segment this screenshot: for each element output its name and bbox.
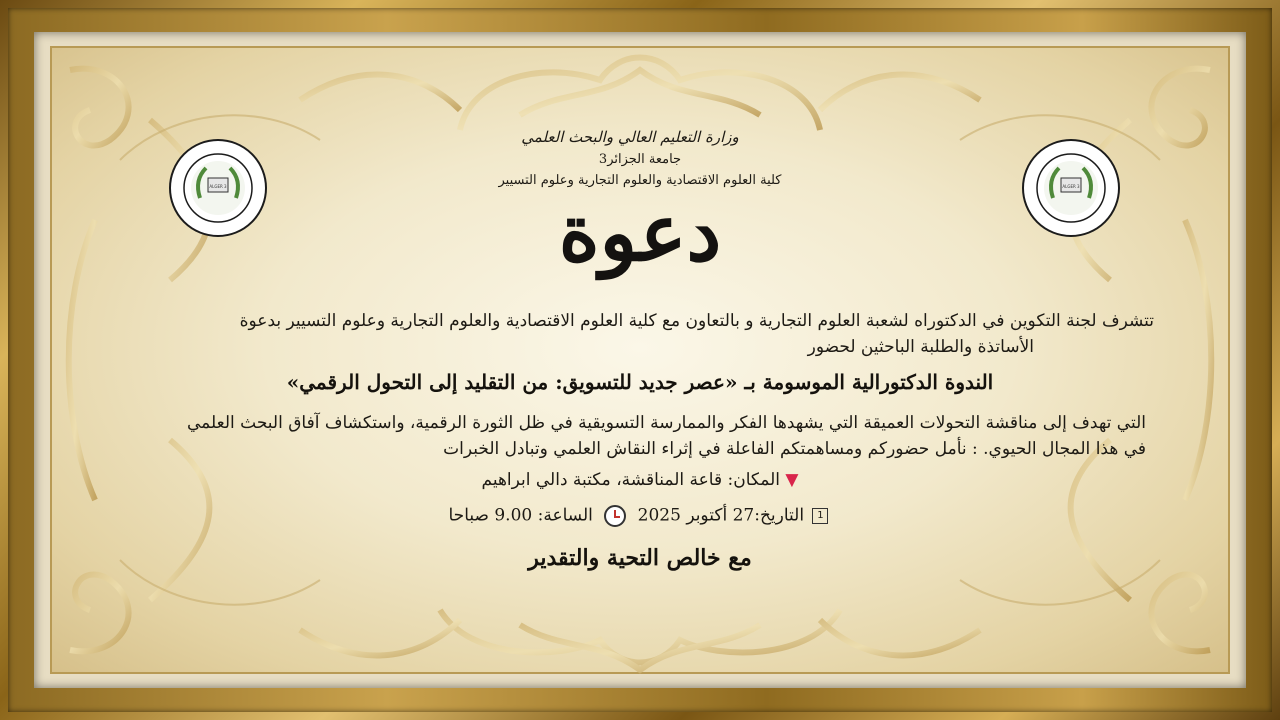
date-time-line [0,505,1280,527]
seminar-title: الندوة الدكتورالية الموسومة بـ «عصر جديد للتسويق: من التقليد إلى التحول الرقمي» [286,370,994,394]
closing-line: مع خالص التحية والتقدير [528,545,752,571]
date-text: التاريخ:27 أكتوبر 2025 [637,505,805,526]
svg-text:ALGER 3: ALGER 3 [1062,184,1080,189]
university-name: جامعة الجزائر3 [598,152,682,167]
clock-icon [604,505,626,527]
purpose-line-1: التي تهدف إلى مناقشة التحولات العميقة التي يشهدها الفكر والممارسة التسويقية في ظل الثورة الرقمية، واستكشاف آفاق البحث العلمي [187,413,1146,433]
ministry-name: وزارة التعليم العالي والبحث العلمي [521,128,739,146]
location-line [0,470,1280,490]
invitation-title: دعوة [558,188,722,279]
purpose-paragraph [106,410,1146,462]
intro-paragraph [114,308,1154,360]
time-text: الساعة: 9.00 صباحا [448,505,593,526]
intro-line-1: تتشرف لجنة التكوين في الدكتوراه لشعبة العلوم التجارية و بالتعاون مع كلية العلوم الاقتصادية والعلوم التجارية وعلوم التسيير بدعوة [239,311,1154,331]
purpose-line-2: في هذا المجال الحيوي. : نأمل حضوركم ومساهمتكم الفاعلة في إثراء النقاش العلمي وتبادل الخبرات [443,439,1146,459]
faculty-name: كلية العلوم الاقتصادية والعلوم التجارية وعلوم التسيير [498,173,782,188]
intro-line-2: الأساتذة والطلبة الباحثين لحضور [807,337,1034,357]
calendar-icon: 1 [812,508,828,524]
location-text: المكان: قاعة المناقشة، مكتبة دالي ابراهيم [481,470,781,490]
pin-icon: ▼ [785,470,799,490]
svg-text:ALGER 3: ALGER 3 [209,184,227,189]
